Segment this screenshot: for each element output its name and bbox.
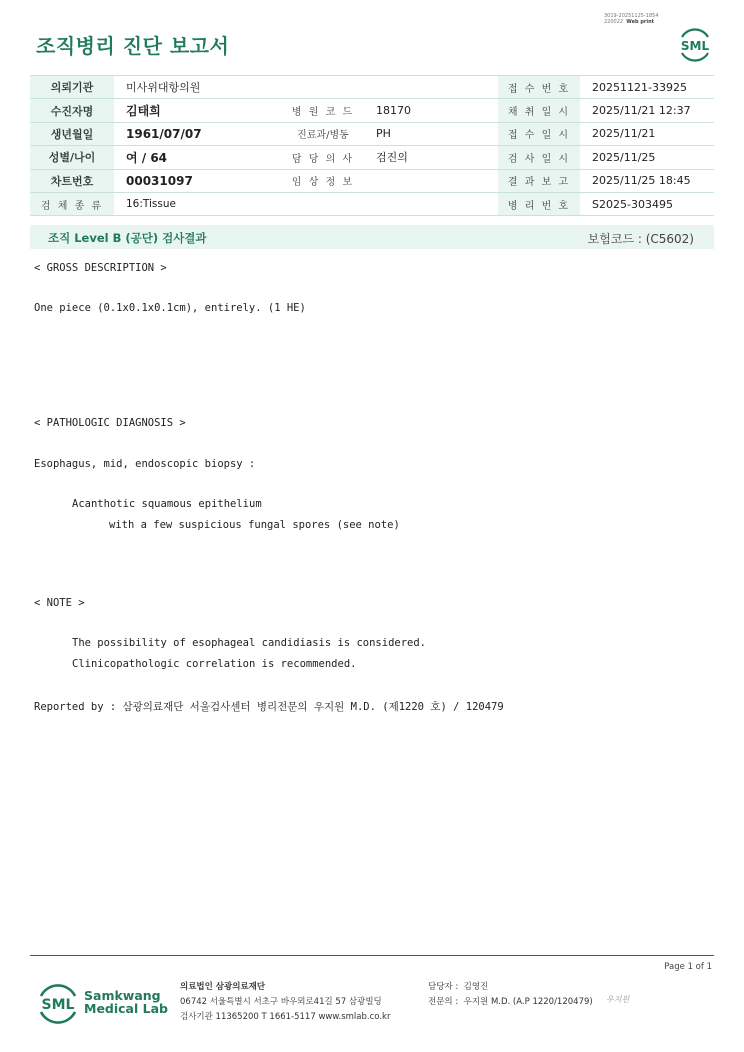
specialist-signature: 우지원 — [606, 995, 630, 1004]
staff-info — [428, 980, 593, 1010]
info-row — [30, 122, 714, 145]
label-physician: 담 당 의 사 — [282, 146, 364, 169]
value-hospital-code: 18170 — [364, 99, 498, 122]
info-row — [30, 146, 714, 169]
sml-logo-text: SML — [680, 39, 710, 53]
organization-address: 06742 서울특별시 서초구 바우뫼로41길 57 삼광빌딩 — [180, 997, 382, 1007]
staff-label: 담당자 : — [428, 982, 459, 992]
note-header: < NOTE > — [34, 597, 85, 609]
label-requesting-clinic: 의뢰기관 — [30, 76, 114, 99]
reported-by: Reported by : 삼광의료재단 서울검사센터 병리전문의 우지원 M.D. (제1220 호) / 120479 — [34, 701, 504, 713]
brand-name — [84, 989, 168, 1015]
value-accession-number: 20251121-33925 — [580, 76, 714, 99]
print-code-line2: 220022 — [604, 19, 624, 25]
footer-divider — [30, 955, 714, 956]
page-number: Page 1 of 1 — [664, 962, 712, 972]
label-department: 진료과/병동 — [282, 122, 364, 145]
label-patient-name: 수진자명 — [30, 99, 114, 122]
value-result-report: 2025/11/25 18:45 — [580, 169, 714, 192]
sml-footer-logo-icon — [36, 981, 80, 1025]
patient-info-table — [30, 75, 714, 216]
label-pathology-number: 병 리 번 호 — [498, 192, 580, 215]
organization-info — [180, 980, 390, 1025]
info-row — [30, 76, 714, 99]
value-collection-datetime: 2025/11/21 12:37 — [580, 99, 714, 122]
result-section-header — [30, 225, 714, 249]
value-requesting-clinic: 미사위대항의원 — [114, 76, 498, 99]
value-pathology-number: S2025-303495 — [580, 192, 714, 215]
diagnosis-line-2: with a few suspicious fungal spores (see note) — [109, 519, 400, 531]
page-title: 조직병리 진단 보고서 — [36, 34, 230, 58]
label-accession-number: 접 수 번 호 — [498, 76, 580, 99]
organization-contact: 검사기관 11365200 T 1661-5117 www.smlab.co.kr — [180, 1012, 391, 1022]
specialist-label: 전문의 : — [428, 997, 459, 1007]
result-section-title: 조직 Level B (공단) 검사결과 — [48, 231, 207, 245]
value-clinical-info — [364, 169, 498, 192]
note-line-2: Clinicopathologic correlation is recommended. — [72, 658, 357, 670]
staff-name: 김영진 — [463, 982, 489, 992]
footer-logo-text: SML — [41, 997, 75, 1013]
info-row — [30, 169, 714, 192]
info-row — [30, 99, 714, 122]
value-patient-name: 김태희 — [114, 99, 282, 122]
label-test-date: 검 사 일 시 — [498, 146, 580, 169]
note-line-1: The possibility of esophageal candidiasis is considered. — [72, 637, 427, 649]
value-sex-age: 여 / 64 — [114, 146, 282, 169]
label-hospital-code: 병 원 코 드 — [282, 99, 364, 122]
label-result-report: 결 과 보 고 — [498, 169, 580, 192]
insurance-code: 보험코드 : (C5602) — [587, 232, 694, 246]
label-specimen-type: 검 체 종 류 — [30, 192, 114, 215]
value-department: PH — [364, 122, 498, 145]
value-physician: 검진의 — [364, 146, 498, 169]
diagnosis-site: Esophagus, mid, endoscopic biopsy : — [34, 458, 256, 470]
sml-logo-icon — [676, 24, 714, 64]
diagnosis-line-1: Acanthotic squamous epithelium — [72, 498, 262, 510]
gross-description-header: < GROSS DESCRIPTION > — [34, 262, 167, 274]
specialist-name: 우지원 M.D. (A.P 1220/120479) — [463, 997, 593, 1007]
value-received-date: 2025/11/21 — [580, 122, 714, 145]
organization-name: 의료법인 삼광의료재단 — [180, 982, 266, 992]
pathologic-diagnosis-header: < PATHOLOGIC DIAGNOSIS > — [34, 417, 186, 429]
print-code-line1: 3019-20251125-1854 — [604, 13, 659, 19]
value-birth-date: 1961/07/07 — [114, 122, 282, 145]
gross-description-text: One piece (0.1x0.1x0.1cm), entirely. (1 HE) — [34, 302, 306, 314]
label-collection-datetime: 채 취 일 시 — [498, 99, 580, 122]
info-row — [30, 192, 714, 215]
brand-line-2: Medical Lab — [84, 1001, 168, 1016]
value-test-date: 2025/11/25 — [580, 146, 714, 169]
label-birth-date: 생년월일 — [30, 122, 114, 145]
print-code — [604, 13, 659, 25]
label-chart-number: 차트번호 — [30, 169, 114, 192]
label-sex-age: 성별/나이 — [30, 146, 114, 169]
web-print-label: Web print — [626, 19, 655, 25]
value-chart-number: 00031097 — [114, 169, 282, 192]
label-received-date: 접 수 일 시 — [498, 122, 580, 145]
brand-line-1: Samkwang — [84, 988, 161, 1003]
value-specimen-type: 16:Tissue — [114, 192, 498, 215]
label-clinical-info: 임 상 정 보 — [282, 169, 364, 192]
